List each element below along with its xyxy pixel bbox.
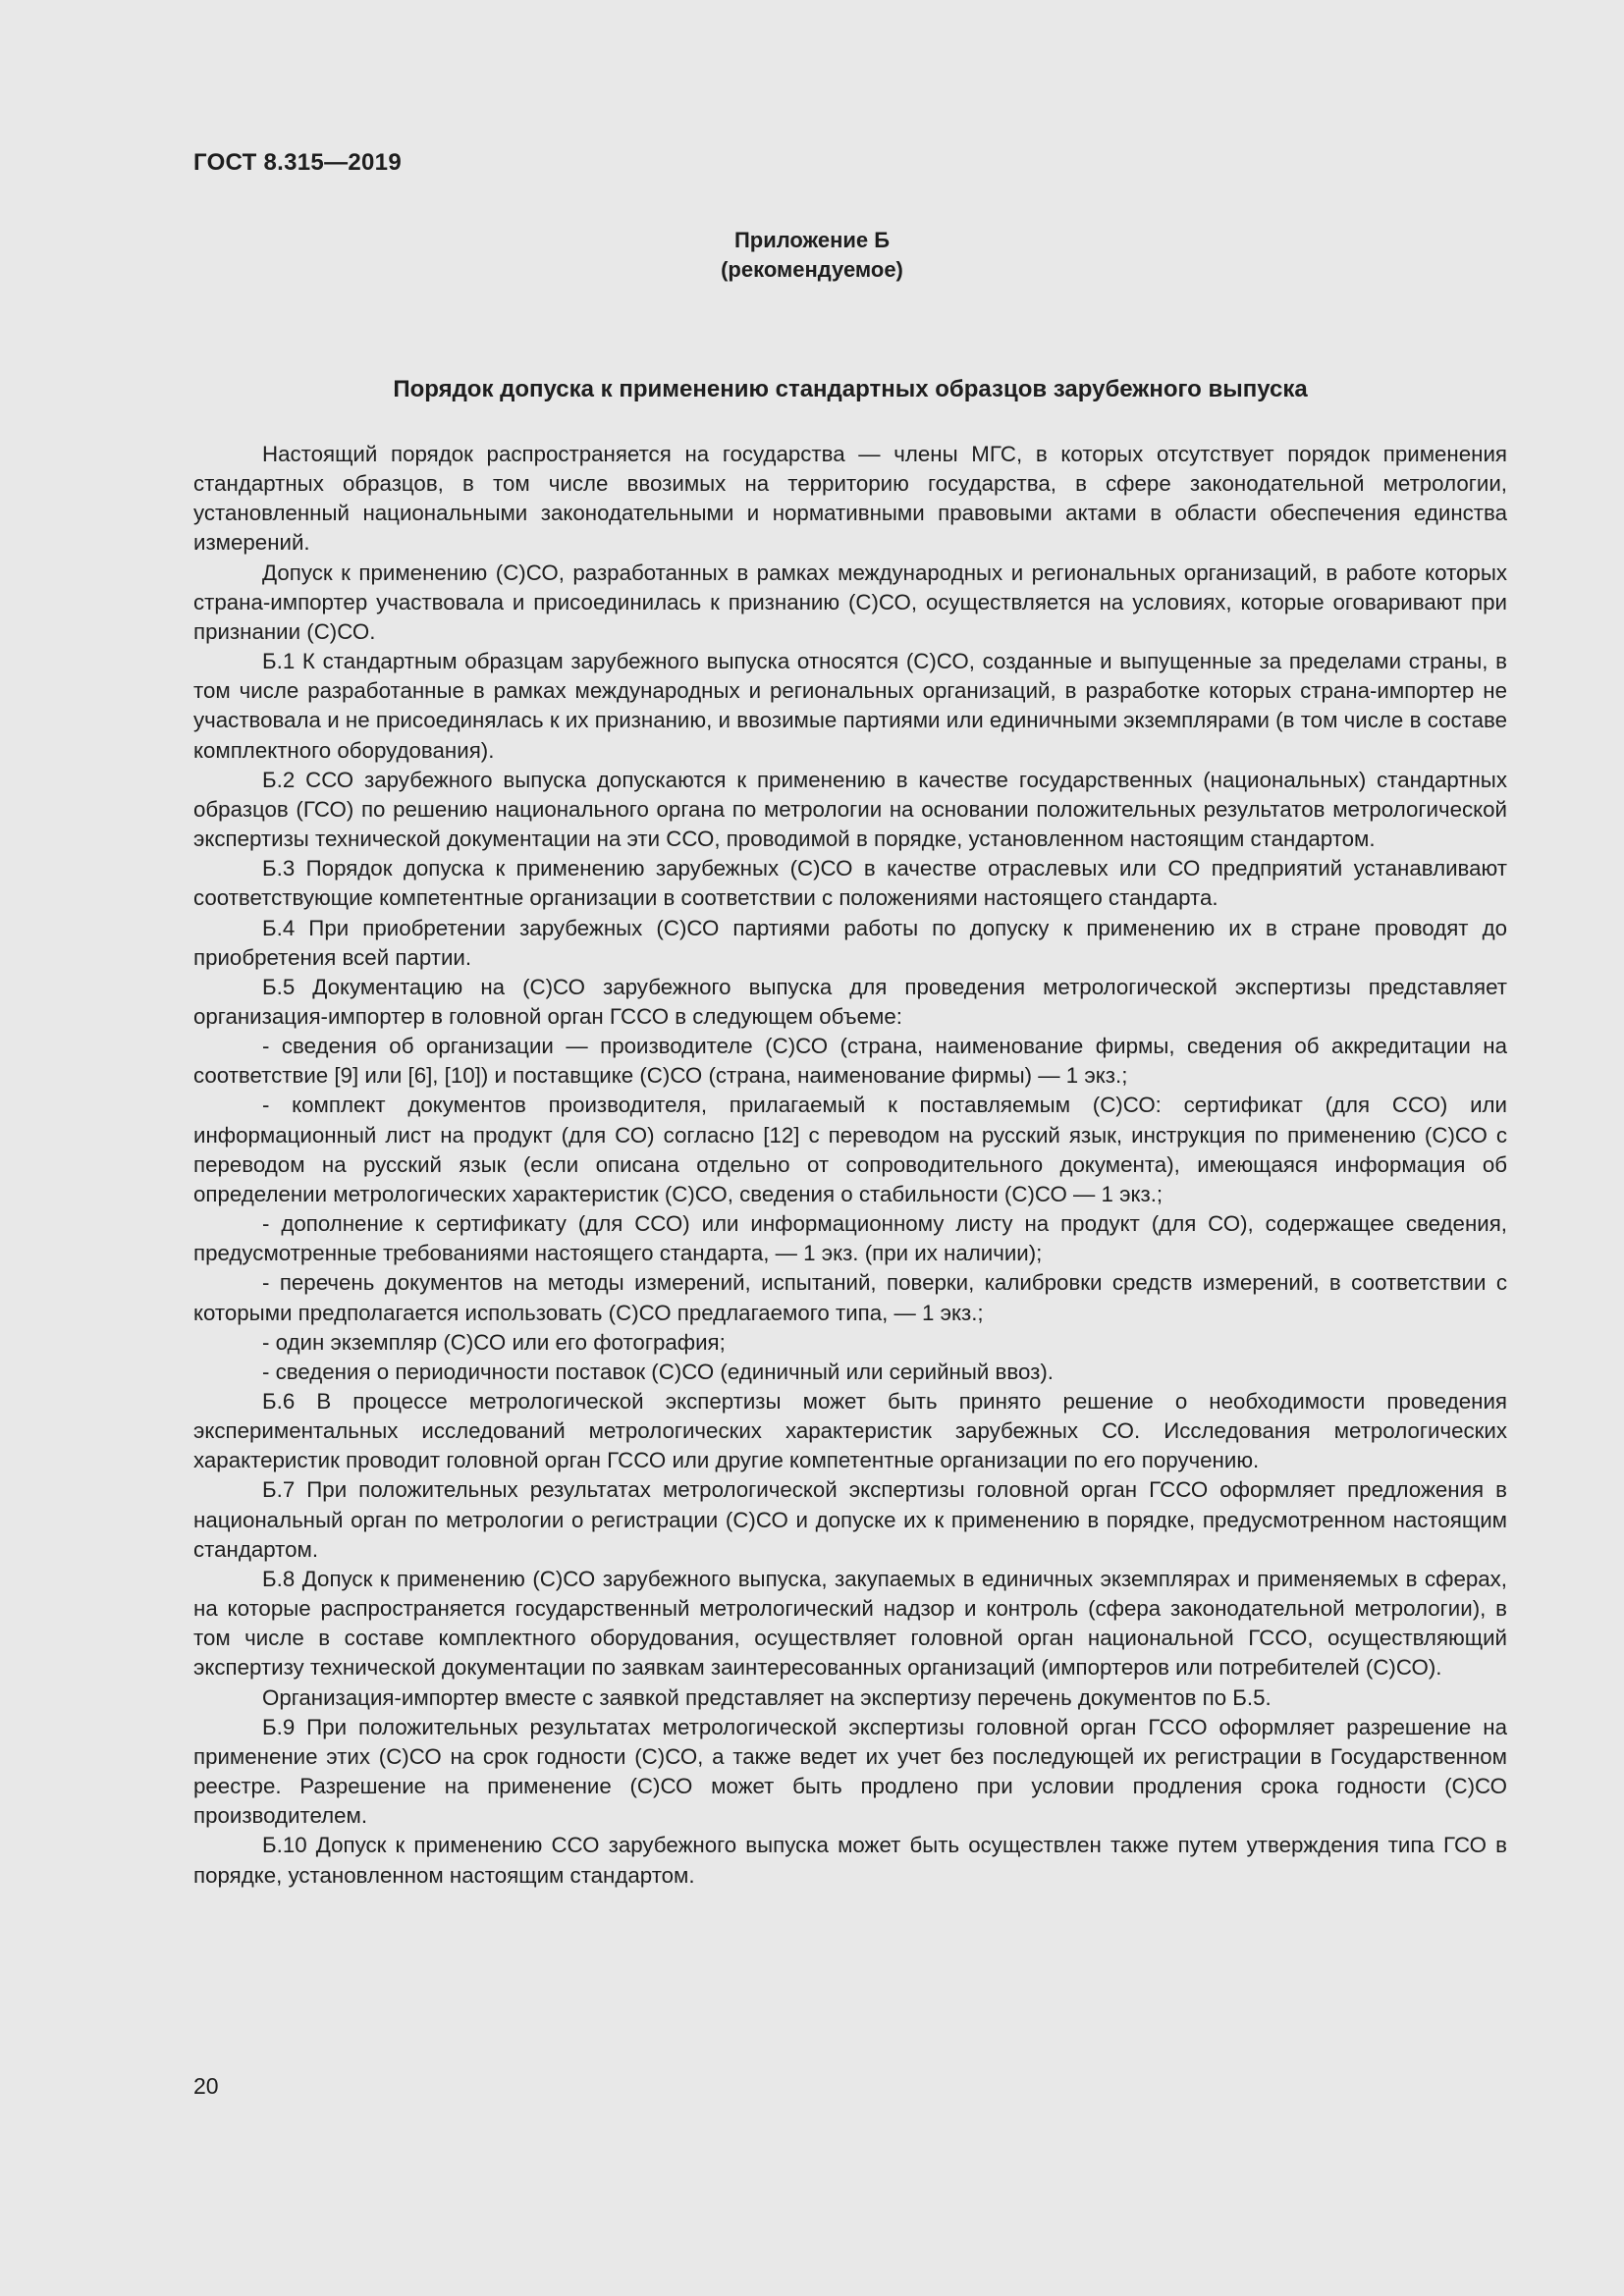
paragraph-b9: Б.9 При положительных результатах метрологической экспертизы головной орган ГССО оформляет разрешение на применение этих (С)СО на срок годности (С)СО, а также ведет их учет без последующей их регистрации в Государственном реестре. Разрешение на применение (С)СО может быть продлено при условии продления срока годности (С)СО производителем.	[193, 1714, 1507, 1829]
page-number: 20	[193, 2073, 219, 2099]
list-item-b5-3: - дополнение к сертификату (для ССО) или информационному листу на продукт (для СО), содержащее сведения, предусмотренные требованиями настоящего стандарта, — 1 экз. (при их наличии);	[193, 1211, 1507, 1266]
paragraph-b7: Б.7 При положительных результатах метрологической экспертизы головной орган ГССО оформляет предложения в национальный орган по метрологии о регистрации (С)СО и допуске их к применению в порядке, предусмотренном настоящим стандартом.	[193, 1477, 1507, 1562]
list-item-b5-1: - сведения об организации — производителе (С)СО (страна, наименование фирмы, сведения об аккредитации на соответствие [9] или [6], [10]) и поставщике (С)СО (страна, наименование фирмы) — 1 экз.;	[193, 1034, 1507, 1089]
paragraph-b2: Б.2 ССО зарубежного выпуска допускаются к применению в качестве государственных (национальных) стандартных образцов (ГСО) по решению национального органа по метрологии на основании положительных результатов метрологической экспертизы технической документации на эти ССО, проводимой в порядке, установленном настоящим стандартом.	[193, 767, 1507, 852]
paragraph-b1: Б.1 К стандартным образцам зарубежного выпуска относятся (С)СО, созданные и выпущенные за пределами страны, в том числе разработанные в рамках международных и региональных организаций, в разработке которых страна-импортер не участвовала и не присоединялась к их признанию, и ввозимые партиями или единичными экземплярами (в том числе в составе комплектного оборудования).	[193, 649, 1507, 763]
paragraph-b4: Б.4 При приобретении зарубежных (С)СО партиями работы по допуску к применению их в стране проводят до приобретения всей партии.	[193, 915, 1507, 970]
annex-label: Приложение Б	[733, 228, 891, 252]
document-body	[193, 440, 1507, 1891]
paragraph-b10: Б.10 Допуск к применению ССО зарубежного выпуска может быть осуществлен также путем утверждения типа ГСО в порядке, установленном настоящим стандартом.	[193, 1833, 1507, 1888]
paragraph-b3: Б.3 Порядок допуска к применению зарубежных (С)СО в качестве отраслевых или СО предприятий устанавливают соответствующие компетентные организации в соответствии с положениями настоящего стандарта.	[193, 856, 1507, 911]
list-item-b5-6: - сведения о периодичности поставок (С)СО (единичный или серийный ввоз).	[262, 1359, 1054, 1384]
paragraph-intro-2: Допуск к применению (С)СО, разработанных в рамках международных и региональных организаций, в работе которых страна-импортер участвовала и присоединилась к признанию (С)СО, осуществляется на условиях, которые оговаривают при признании (С)СО.	[193, 560, 1507, 644]
paragraph-b5: Б.5 Документацию на (С)СО зарубежного выпуска для проведения метрологической экспертизы представляет организация-импортер в головной орган ГССО в следующем объеме:	[193, 974, 1507, 1029]
list-item-b5-2: - комплект документов производителя, прилагаемый к поставляемым (С)СО: сертификат (для ССО) или информационный лист на продукт (для СО) согласно [12] с переводом на русский язык, инструкция по применению (С)СО с переводом на русский язык (если описана отдельно от сопроводительного документа), имеющаяся информация об определении метрологических характеристик (С)СО, сведения о стабильности (С)СО — 1 экз.;	[193, 1093, 1507, 1206]
annex-heading	[0, 226, 1624, 285]
document-header: ГОСТ 8.315—2019	[193, 149, 402, 176]
paragraph-b8-note: Организация-импортер вместе с заявкой представляет на экспертизу перечень документов по Б.5.	[262, 1684, 1272, 1710]
list-item-b5-4: - перечень документов на методы измерений, испытаний, поверки, калибровки средств измерений, в соответствии с которыми предполагается использовать (С)СО предлагаемого типа, — 1 экз.;	[193, 1270, 1507, 1325]
list-item-b5-5: - один экземпляр (С)СО или его фотография;	[262, 1329, 726, 1355]
annex-status: (рекомендуемое)	[721, 257, 903, 282]
paragraph-b6: Б.6 В процессе метрологической экспертизы может быть принято решение о необходимости проведения экспериментальных исследований метрологических характеристик зарубежных СО. Исследования метрологических характеристик проводит головной орган ГССО или другие компетентные организации по его поручению.	[193, 1389, 1507, 1473]
paragraph-b8: Б.8 Допуск к применению (С)СО зарубежного выпуска, закупаемых в единичных экземплярах и применяемых в сферах, на которые распространяется государственный метрологический надзор и контроль (сфера законодательной метрологии), в том числе в составе комплектного оборудования, осуществляет головной орган национальной ГССО, осуществляющий экспертизу технической документации по заявкам заинтересованных организаций (импортеров или потребителей (С)СО).	[193, 1566, 1507, 1681]
paragraph-intro-1: Настоящий порядок распространяется на государства — члены МГС, в которых отсутствует порядок применения стандартных образцов, в том числе ввозимых на территорию государства, в сфере законодательной метрологии, установленный национальными законодательными и нормативными правовыми актами в области обеспечения единства измерений.	[193, 442, 1507, 556]
section-title: Порядок допуска к применению стандартных образцов зарубежного выпуска	[393, 376, 1308, 402]
